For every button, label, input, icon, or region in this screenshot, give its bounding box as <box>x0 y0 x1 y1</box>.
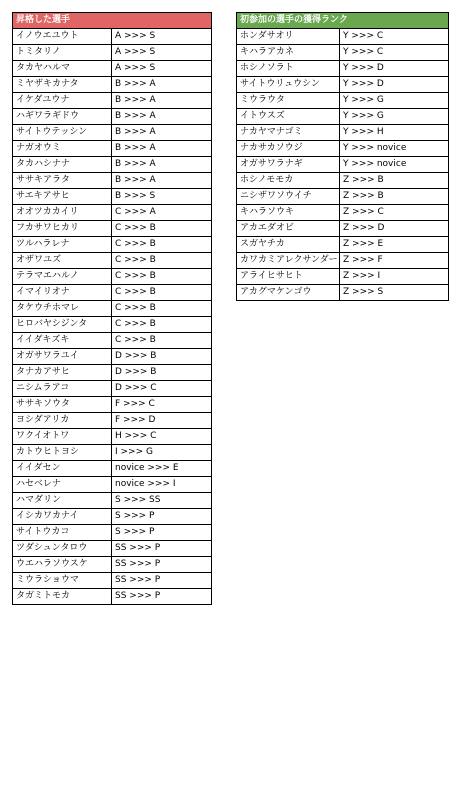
player-name-cell[interactable]: ホシノモモカ <box>237 173 340 189</box>
table-row <box>13 253 212 269</box>
player-name-cell[interactable]: タガミトモカ <box>13 589 112 605</box>
promoted-table-title[interactable]: 昇格した選手 <box>13 13 212 29</box>
rank-change-cell[interactable]: F >>> C <box>112 397 212 413</box>
rank-change-cell[interactable]: Z >>> C <box>340 205 449 221</box>
player-name-cell[interactable]: ウエハラソウスケ <box>13 557 112 573</box>
rank-change-cell[interactable]: Z >>> B <box>340 173 449 189</box>
player-name-cell[interactable]: ニシザワソウイチ <box>237 189 340 205</box>
table-header-row <box>237 13 449 29</box>
player-name-cell[interactable]: カトウヒトヨシ <box>13 445 112 461</box>
table-row <box>13 413 212 429</box>
player-name-cell[interactable]: ツルハラレナ <box>13 237 112 253</box>
table-row <box>237 269 449 285</box>
table-row <box>237 253 449 269</box>
table-row <box>13 77 212 93</box>
rank-change-cell[interactable]: C >>> B <box>112 269 212 285</box>
player-name-cell[interactable]: タナカアサヒ <box>13 365 112 381</box>
table-row <box>13 269 212 285</box>
rank-change-cell[interactable]: D >>> B <box>112 349 212 365</box>
rank-change-cell[interactable]: S >>> SS <box>112 493 212 509</box>
player-name-cell[interactable]: オザワユズ <box>13 253 112 269</box>
player-name-cell[interactable]: ササキソウタ <box>13 397 112 413</box>
player-name-cell[interactable]: スガヤチカ <box>237 237 340 253</box>
rank-change-cell[interactable]: Y >>> G <box>340 109 449 125</box>
newcomers-table-title[interactable]: 初参加の選手の獲得ランク <box>237 13 449 29</box>
table-row <box>13 93 212 109</box>
player-name-cell[interactable]: タカヤハルマ <box>13 61 112 77</box>
player-name-cell[interactable]: サイトウテッシン <box>13 125 112 141</box>
player-name-cell[interactable]: イマイリオナ <box>13 285 112 301</box>
rank-change-cell[interactable]: Z >>> E <box>340 237 449 253</box>
rank-change-cell[interactable]: I >>> G <box>112 445 212 461</box>
table-row <box>13 461 212 477</box>
player-name-cell[interactable]: ヒロバヤシジンタ <box>13 317 112 333</box>
rank-change-cell[interactable]: B >>> A <box>112 93 212 109</box>
rank-change-cell[interactable]: Y >>> novice <box>340 141 449 157</box>
player-name-cell[interactable]: サイトウカコ <box>13 525 112 541</box>
table-row <box>13 525 212 541</box>
rank-change-cell[interactable]: C >>> B <box>112 333 212 349</box>
player-name-cell[interactable]: テラマエハルノ <box>13 269 112 285</box>
table-row <box>237 93 449 109</box>
player-name-cell[interactable]: カワカミアレクサンダー <box>237 253 340 269</box>
rank-change-cell[interactable]: B >>> S <box>112 189 212 205</box>
rank-change-cell[interactable]: C >>> A <box>112 205 212 221</box>
player-name-cell[interactable]: オオツカカイリ <box>13 205 112 221</box>
rank-change-cell[interactable]: B >>> A <box>112 77 212 93</box>
rank-change-cell[interactable]: Y >>> novice <box>340 157 449 173</box>
rank-change-cell[interactable]: Y >>> C <box>340 45 449 61</box>
player-name-cell[interactable]: オガサワラユイ <box>13 349 112 365</box>
rank-change-cell[interactable]: H >>> C <box>112 429 212 445</box>
player-name-cell[interactable]: ホンダサオリ <box>237 29 340 45</box>
table-row <box>237 109 449 125</box>
table-row <box>13 333 212 349</box>
player-name-cell[interactable]: ササキアラタ <box>13 173 112 189</box>
player-name-cell[interactable]: イシカワカナイ <box>13 509 112 525</box>
rank-change-cell[interactable]: Y >>> D <box>340 61 449 77</box>
table-row <box>13 141 212 157</box>
player-name-cell[interactable]: キハラソウキ <box>237 205 340 221</box>
table-row <box>13 429 212 445</box>
table-row <box>13 61 212 77</box>
player-name-cell[interactable]: タカハシナナ <box>13 157 112 173</box>
rank-change-cell[interactable]: Z >>> D <box>340 221 449 237</box>
newcomer-ranks-table <box>236 12 449 301</box>
player-name-cell[interactable]: ミウラウタ <box>237 93 340 109</box>
rank-change-cell[interactable]: Y >>> H <box>340 125 449 141</box>
rank-change-cell[interactable]: C >>> B <box>112 221 212 237</box>
player-name-cell[interactable]: イノウエユウト <box>13 29 112 45</box>
table-row <box>237 61 449 77</box>
table-row <box>13 557 212 573</box>
player-name-cell[interactable]: タケウチホマレ <box>13 301 112 317</box>
table-row <box>13 541 212 557</box>
rank-change-cell[interactable]: D >>> C <box>112 381 212 397</box>
table-row <box>13 573 212 589</box>
player-name-cell[interactable]: イイダセン <box>13 461 112 477</box>
rank-change-cell[interactable]: C >>> B <box>112 285 212 301</box>
table-row <box>13 29 212 45</box>
player-name-cell[interactable]: ミヤザキカナタ <box>13 77 112 93</box>
player-name-cell[interactable]: ハセベレナ <box>13 477 112 493</box>
player-name-cell[interactable]: サエキアサヒ <box>13 189 112 205</box>
table-row <box>13 109 212 125</box>
table-row <box>237 125 449 141</box>
table-row <box>13 493 212 509</box>
rank-change-cell[interactable]: SS >>> P <box>112 573 212 589</box>
table-row <box>13 221 212 237</box>
table-row <box>237 157 449 173</box>
rank-change-cell[interactable]: D >>> B <box>112 365 212 381</box>
rank-change-cell[interactable]: B >>> A <box>112 173 212 189</box>
rank-change-cell[interactable]: novice >>> E <box>112 461 212 477</box>
rank-change-cell[interactable]: Z >>> B <box>340 189 449 205</box>
rank-change-cell[interactable]: SS >>> P <box>112 557 212 573</box>
player-name-cell[interactable]: サイトウリュウシン <box>237 77 340 93</box>
table-row <box>13 477 212 493</box>
table-row <box>13 157 212 173</box>
player-name-cell[interactable]: イケダユウナ <box>13 93 112 109</box>
player-name-cell[interactable]: ナカヤマナゴミ <box>237 125 340 141</box>
table-row <box>237 141 449 157</box>
player-name-cell[interactable]: アライヒサヒト <box>237 269 340 285</box>
rank-change-cell[interactable]: B >>> A <box>112 157 212 173</box>
player-name-cell[interactable]: キハラアカネ <box>237 45 340 61</box>
rank-change-cell[interactable]: C >>> B <box>112 317 212 333</box>
promoted-players-table <box>12 12 212 605</box>
player-name-cell[interactable]: アカエダオビ <box>237 221 340 237</box>
table-row <box>237 77 449 93</box>
rank-change-cell[interactable]: A >>> S <box>112 61 212 77</box>
table-row <box>13 189 212 205</box>
table-row <box>13 237 212 253</box>
table-row <box>237 237 449 253</box>
table-row <box>237 285 449 301</box>
player-name-cell[interactable]: ニシムラアコ <box>13 381 112 397</box>
rank-change-cell[interactable]: Y >>> G <box>340 93 449 109</box>
table-row <box>13 365 212 381</box>
rank-change-cell[interactable]: A >>> S <box>112 45 212 61</box>
player-name-cell[interactable]: ナカサカソウジ <box>237 141 340 157</box>
rank-change-cell[interactable]: novice >>> I <box>112 477 212 493</box>
rank-change-cell[interactable]: B >>> A <box>112 125 212 141</box>
rank-change-cell[interactable]: F >>> D <box>112 413 212 429</box>
rank-change-cell[interactable]: C >>> B <box>112 253 212 269</box>
player-name-cell[interactable]: ヨシダアリカ <box>13 413 112 429</box>
table-row <box>13 301 212 317</box>
rank-change-cell[interactable]: C >>> B <box>112 301 212 317</box>
rank-change-cell[interactable]: Y >>> C <box>340 29 449 45</box>
rank-change-cell[interactable]: Y >>> D <box>340 77 449 93</box>
rank-change-cell[interactable]: A >>> S <box>112 29 212 45</box>
table-row <box>13 349 212 365</box>
table-row <box>13 317 212 333</box>
table-row <box>13 445 212 461</box>
table-row <box>237 221 449 237</box>
table-row <box>13 589 212 605</box>
table-row <box>237 205 449 221</box>
player-name-cell[interactable]: ハギワラギドウ <box>13 109 112 125</box>
player-name-cell[interactable]: ナガオウミ <box>13 141 112 157</box>
rank-change-cell[interactable]: SS >>> P <box>112 541 212 557</box>
player-name-cell[interactable]: アカグマケンゴウ <box>237 285 340 301</box>
table-header-row <box>13 13 212 29</box>
table-row <box>237 45 449 61</box>
rank-change-cell[interactable]: Z >>> F <box>340 253 449 269</box>
rank-change-cell[interactable]: B >>> A <box>112 141 212 157</box>
rank-change-cell[interactable]: SS >>> P <box>112 589 212 605</box>
table-row <box>13 285 212 301</box>
table-row <box>237 189 449 205</box>
table-row <box>13 509 212 525</box>
player-name-cell[interactable]: トミタリノ <box>13 45 112 61</box>
table-row <box>237 29 449 45</box>
table-row <box>13 381 212 397</box>
rank-change-cell[interactable]: Z >>> I <box>340 269 449 285</box>
rank-change-cell[interactable]: Z >>> S <box>340 285 449 301</box>
table-row <box>13 125 212 141</box>
player-name-cell[interactable]: ワクイオトワ <box>13 429 112 445</box>
player-name-cell[interactable]: ホシノソラト <box>237 61 340 77</box>
player-name-cell[interactable]: ハマダリン <box>13 493 112 509</box>
player-name-cell[interactable]: イトウスズ <box>237 109 340 125</box>
rank-change-cell[interactable]: S >>> P <box>112 525 212 541</box>
rank-change-cell[interactable]: C >>> B <box>112 237 212 253</box>
rank-change-cell[interactable]: S >>> P <box>112 509 212 525</box>
table-row <box>13 397 212 413</box>
player-name-cell[interactable]: ツダシュンタロウ <box>13 541 112 557</box>
table-row <box>13 205 212 221</box>
player-name-cell[interactable]: ミウラショウマ <box>13 573 112 589</box>
rank-change-cell[interactable]: B >>> A <box>112 109 212 125</box>
table-row <box>13 173 212 189</box>
table-row <box>237 173 449 189</box>
player-name-cell[interactable]: フカサワヒカリ <box>13 221 112 237</box>
table-row <box>13 45 212 61</box>
player-name-cell[interactable]: イイダキズキ <box>13 333 112 349</box>
player-name-cell[interactable]: オガサワラナギ <box>237 157 340 173</box>
